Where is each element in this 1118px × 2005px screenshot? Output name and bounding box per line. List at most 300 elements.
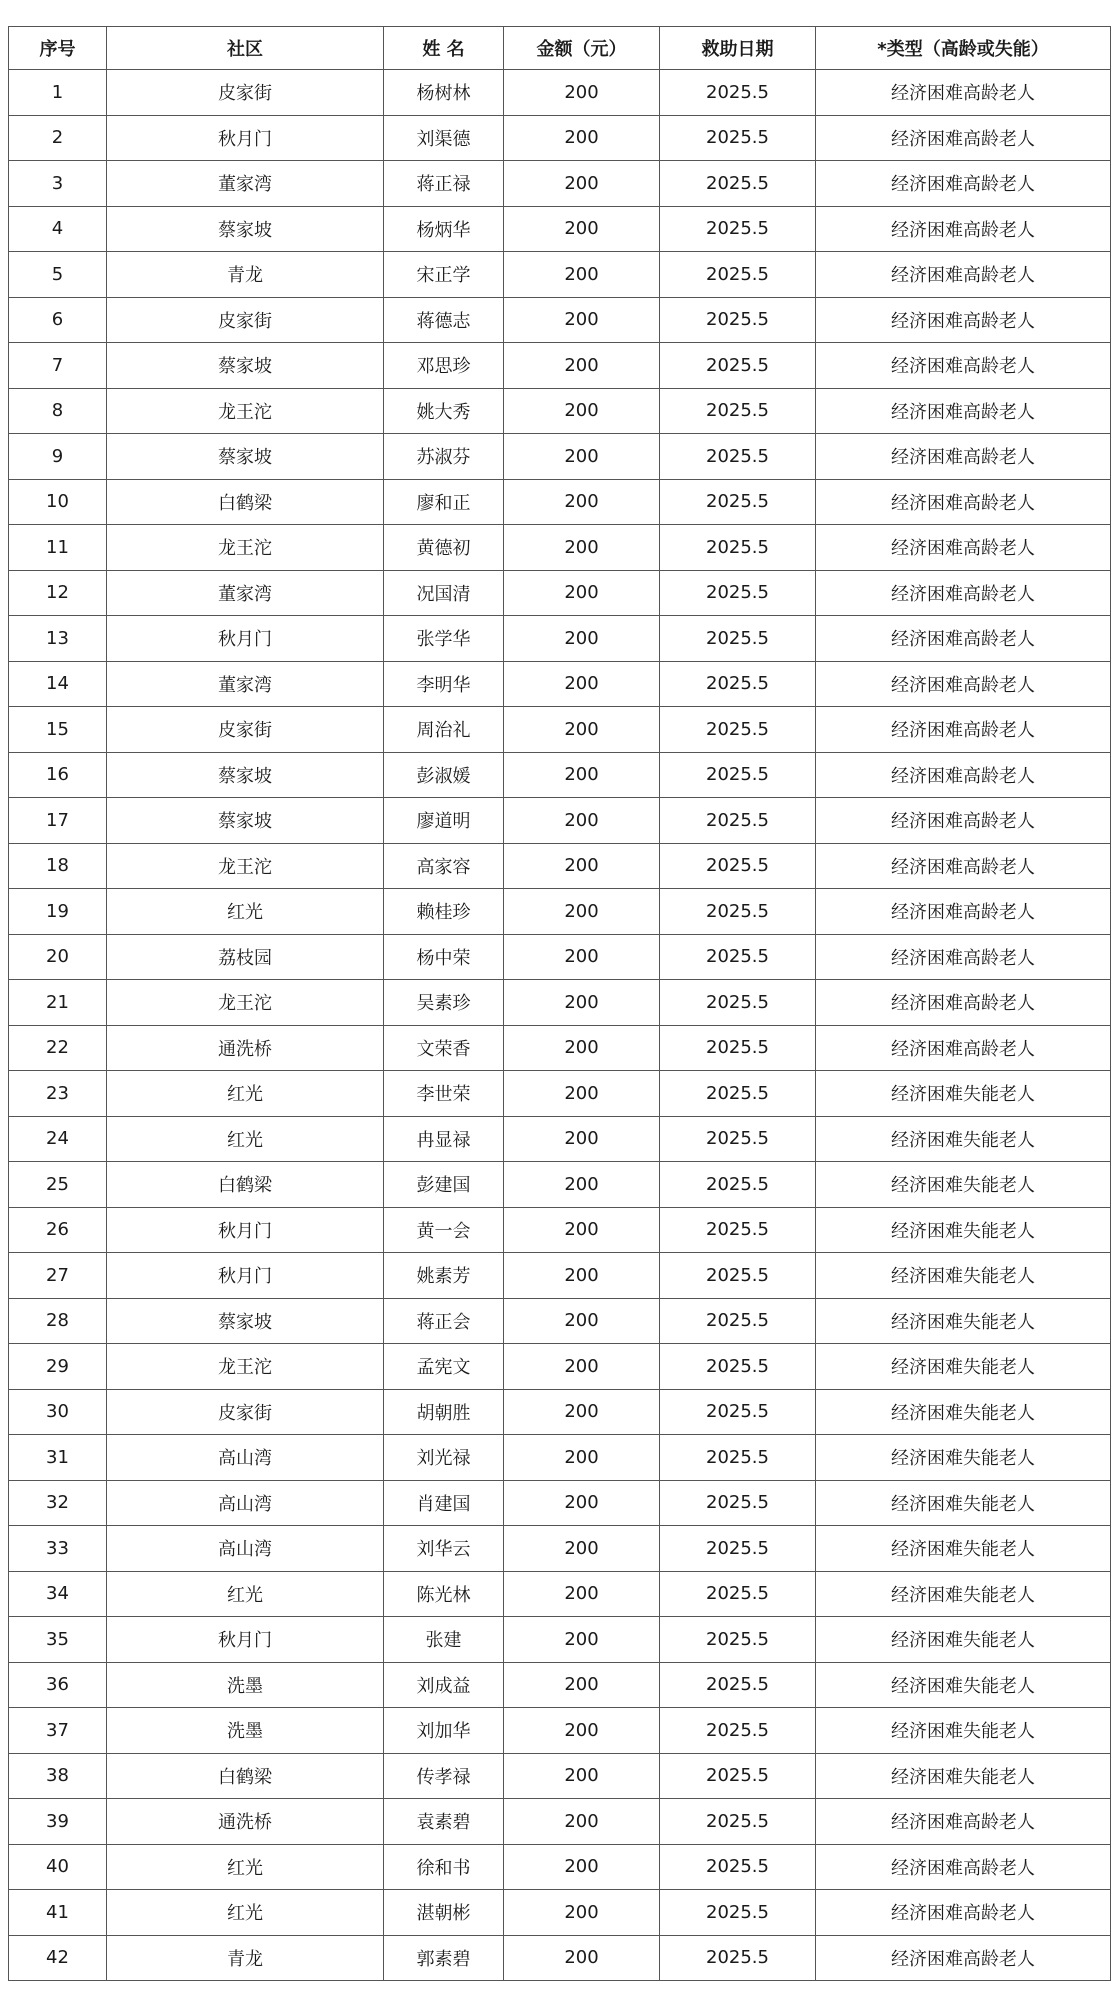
cell-serial-number: 27 [9,1253,107,1299]
cell-type: 经济困难失能老人 [816,1753,1111,1799]
cell-relief-date: 2025.5 [660,889,816,935]
cell-serial-number: 33 [9,1526,107,1572]
cell-community: 青龙 [107,1935,384,1981]
cell-name: 湛朝彬 [384,1890,504,1936]
cell-type: 经济困难失能老人 [816,1253,1111,1299]
cell-type: 经济困难高龄老人 [816,1799,1111,1845]
table-row [9,1435,1111,1481]
cell-name: 孟宪文 [384,1344,504,1390]
cell-amount: 200 [504,1617,660,1663]
cell-serial-number: 21 [9,980,107,1026]
table-row [9,1344,1111,1390]
cell-relief-date: 2025.5 [660,570,816,616]
cell-type: 经济困难失能老人 [816,1571,1111,1617]
cell-name: 蒋德志 [384,297,504,343]
table-row [9,798,1111,844]
cell-name: 周治礼 [384,707,504,753]
cell-name: 刘渠德 [384,115,504,161]
cell-relief-date: 2025.5 [660,161,816,207]
cell-relief-date: 2025.5 [660,434,816,480]
cell-community: 红光 [107,1844,384,1890]
cell-serial-number: 31 [9,1435,107,1481]
cell-serial-number: 41 [9,1890,107,1936]
table-row [9,1253,1111,1299]
cell-community: 通洗桥 [107,1025,384,1071]
table-row [9,1025,1111,1071]
cell-amount: 200 [504,1025,660,1071]
table-row [9,388,1111,434]
cell-name: 吴素珍 [384,980,504,1026]
cell-community: 青龙 [107,252,384,298]
cell-amount: 200 [504,1799,660,1845]
cell-name: 况国清 [384,570,504,616]
cell-name: 杨炳华 [384,206,504,252]
cell-name: 苏淑芬 [384,434,504,480]
header-type: *类型（高龄或失能） [816,27,1111,70]
cell-relief-date: 2025.5 [660,661,816,707]
cell-community: 秋月门 [107,1617,384,1663]
header-relief-date: 救助日期 [660,27,816,70]
cell-serial-number: 35 [9,1617,107,1663]
cell-name: 廖道明 [384,798,504,844]
cell-amount: 200 [504,434,660,480]
cell-serial-number: 12 [9,570,107,616]
table-row [9,1207,1111,1253]
cell-amount: 200 [504,1389,660,1435]
cell-community: 皮家街 [107,70,384,116]
cell-amount: 200 [504,1890,660,1936]
cell-name: 杨中荣 [384,934,504,980]
cell-serial-number: 8 [9,388,107,434]
cell-community: 龙王沱 [107,980,384,1026]
relief-table [8,26,1111,1981]
cell-relief-date: 2025.5 [660,1435,816,1481]
cell-type: 经济困难高龄老人 [816,1890,1111,1936]
cell-community: 白鹤梁 [107,479,384,525]
cell-community: 红光 [107,1571,384,1617]
cell-serial-number: 13 [9,616,107,662]
cell-community: 龙王沱 [107,388,384,434]
cell-amount: 200 [504,70,660,116]
cell-serial-number: 9 [9,434,107,480]
cell-name: 彭建国 [384,1162,504,1208]
cell-relief-date: 2025.5 [660,1344,816,1390]
table-row [9,1844,1111,1890]
cell-community: 蔡家坡 [107,1298,384,1344]
cell-relief-date: 2025.5 [660,206,816,252]
cell-type: 经济困难失能老人 [816,1207,1111,1253]
cell-community: 秋月门 [107,1253,384,1299]
cell-serial-number: 17 [9,798,107,844]
cell-serial-number: 11 [9,525,107,571]
cell-amount: 200 [504,1162,660,1208]
cell-type: 经济困难失能老人 [816,1708,1111,1754]
cell-type: 经济困难失能老人 [816,1071,1111,1117]
cell-serial-number: 38 [9,1753,107,1799]
cell-amount: 200 [504,1480,660,1526]
cell-serial-number: 36 [9,1662,107,1708]
cell-serial-number: 2 [9,115,107,161]
cell-type: 经济困难失能老人 [816,1617,1111,1663]
cell-community: 董家湾 [107,570,384,616]
cell-serial-number: 30 [9,1389,107,1435]
cell-community: 高山湾 [107,1480,384,1526]
cell-name: 肖建国 [384,1480,504,1526]
cell-relief-date: 2025.5 [660,798,816,844]
cell-amount: 200 [504,1753,660,1799]
table-row [9,1071,1111,1117]
table-row [9,1617,1111,1663]
table-row [9,115,1111,161]
header-community: 社区 [107,27,384,70]
cell-relief-date: 2025.5 [660,1753,816,1799]
cell-serial-number: 25 [9,1162,107,1208]
cell-name: 郭素碧 [384,1935,504,1981]
cell-relief-date: 2025.5 [660,980,816,1026]
cell-serial-number: 39 [9,1799,107,1845]
cell-name: 冉显禄 [384,1116,504,1162]
cell-type: 经济困难失能老人 [816,1480,1111,1526]
cell-community: 董家湾 [107,661,384,707]
cell-community: 红光 [107,1116,384,1162]
cell-amount: 200 [504,161,660,207]
cell-type: 经济困难高龄老人 [816,70,1111,116]
cell-relief-date: 2025.5 [660,343,816,389]
table-row [9,343,1111,389]
cell-type: 经济困难高龄老人 [816,1025,1111,1071]
cell-amount: 200 [504,616,660,662]
cell-relief-date: 2025.5 [660,1526,816,1572]
cell-relief-date: 2025.5 [660,70,816,116]
table-row [9,1116,1111,1162]
cell-community: 洗墨 [107,1662,384,1708]
cell-serial-number: 18 [9,843,107,889]
cell-community: 蔡家坡 [107,798,384,844]
cell-amount: 200 [504,1207,660,1253]
header-name: 姓 名 [384,27,504,70]
cell-relief-date: 2025.5 [660,1890,816,1936]
table-row [9,616,1111,662]
cell-name: 彭淑媛 [384,752,504,798]
cell-relief-date: 2025.5 [660,1207,816,1253]
cell-relief-date: 2025.5 [660,1025,816,1071]
cell-amount: 200 [504,479,660,525]
cell-type: 经济困难高龄老人 [816,707,1111,753]
cell-relief-date: 2025.5 [660,1617,816,1663]
cell-amount: 200 [504,1116,660,1162]
cell-serial-number: 24 [9,1116,107,1162]
cell-community: 红光 [107,1071,384,1117]
cell-community: 龙王沱 [107,843,384,889]
table-row [9,252,1111,298]
cell-type: 经济困难高龄老人 [816,1935,1111,1981]
cell-community: 蔡家坡 [107,343,384,389]
cell-community: 董家湾 [107,161,384,207]
header-row [9,27,1111,70]
cell-relief-date: 2025.5 [660,1571,816,1617]
cell-serial-number: 6 [9,297,107,343]
table-row [9,889,1111,935]
table-body [9,70,1111,1981]
cell-name: 张学华 [384,616,504,662]
cell-amount: 200 [504,752,660,798]
cell-relief-date: 2025.5 [660,479,816,525]
table-row [9,1162,1111,1208]
table-row [9,1753,1111,1799]
cell-type: 经济困难失能老人 [816,1116,1111,1162]
table-row [9,1480,1111,1526]
cell-type: 经济困难失能老人 [816,1389,1111,1435]
cell-relief-date: 2025.5 [660,252,816,298]
table-row [9,1708,1111,1754]
cell-amount: 200 [504,343,660,389]
table-row [9,707,1111,753]
cell-name: 蒋正会 [384,1298,504,1344]
cell-relief-date: 2025.5 [660,934,816,980]
cell-amount: 200 [504,707,660,753]
header-amount: 金额（元） [504,27,660,70]
table-row [9,1389,1111,1435]
cell-type: 经济困难失能老人 [816,1526,1111,1572]
cell-type: 经济困难高龄老人 [816,661,1111,707]
cell-amount: 200 [504,252,660,298]
table-row [9,1935,1111,1981]
cell-serial-number: 26 [9,1207,107,1253]
cell-amount: 200 [504,980,660,1026]
cell-type: 经济困难失能老人 [816,1344,1111,1390]
table-row [9,661,1111,707]
table-row [9,434,1111,480]
cell-type: 经济困难高龄老人 [816,525,1111,571]
cell-amount: 200 [504,297,660,343]
cell-name: 赖桂珍 [384,889,504,935]
cell-serial-number: 28 [9,1298,107,1344]
cell-serial-number: 40 [9,1844,107,1890]
cell-serial-number: 22 [9,1025,107,1071]
cell-relief-date: 2025.5 [660,1389,816,1435]
cell-amount: 200 [504,1844,660,1890]
cell-name: 李世荣 [384,1071,504,1117]
cell-serial-number: 23 [9,1071,107,1117]
cell-relief-date: 2025.5 [660,616,816,662]
cell-amount: 200 [504,1708,660,1754]
cell-name: 刘华云 [384,1526,504,1572]
cell-serial-number: 32 [9,1480,107,1526]
cell-relief-date: 2025.5 [660,1480,816,1526]
cell-community: 龙王沱 [107,1344,384,1390]
cell-community: 高山湾 [107,1435,384,1481]
cell-name: 袁素碧 [384,1799,504,1845]
table-row [9,934,1111,980]
cell-type: 经济困难失能老人 [816,1662,1111,1708]
cell-name: 刘加华 [384,1708,504,1754]
cell-relief-date: 2025.5 [660,1935,816,1981]
cell-serial-number: 3 [9,161,107,207]
cell-amount: 200 [504,206,660,252]
table-row [9,1526,1111,1572]
cell-name: 姚大秀 [384,388,504,434]
cell-name: 黄德初 [384,525,504,571]
cell-serial-number: 19 [9,889,107,935]
cell-type: 经济困难高龄老人 [816,479,1111,525]
cell-amount: 200 [504,1071,660,1117]
cell-name: 杨树林 [384,70,504,116]
cell-amount: 200 [504,934,660,980]
cell-amount: 200 [504,843,660,889]
cell-community: 皮家街 [107,1389,384,1435]
cell-type: 经济困难高龄老人 [816,1844,1111,1890]
cell-serial-number: 29 [9,1344,107,1390]
cell-amount: 200 [504,1662,660,1708]
cell-relief-date: 2025.5 [660,1116,816,1162]
cell-community: 皮家街 [107,297,384,343]
cell-serial-number: 5 [9,252,107,298]
cell-name: 李明华 [384,661,504,707]
table-row [9,1799,1111,1845]
cell-type: 经济困难高龄老人 [816,343,1111,389]
cell-type: 经济困难高龄老人 [816,434,1111,480]
cell-community: 蔡家坡 [107,752,384,798]
cell-name: 蒋正禄 [384,161,504,207]
cell-serial-number: 4 [9,206,107,252]
cell-relief-date: 2025.5 [660,1799,816,1845]
cell-amount: 200 [504,1344,660,1390]
table-row [9,980,1111,1026]
cell-amount: 200 [504,115,660,161]
table-row [9,1890,1111,1936]
cell-serial-number: 16 [9,752,107,798]
table-row [9,1571,1111,1617]
cell-name: 徐和书 [384,1844,504,1890]
cell-serial-number: 37 [9,1708,107,1754]
cell-community: 红光 [107,1890,384,1936]
table-row [9,525,1111,571]
cell-serial-number: 34 [9,1571,107,1617]
cell-type: 经济困难高龄老人 [816,570,1111,616]
cell-serial-number: 10 [9,479,107,525]
table-row [9,1662,1111,1708]
table-row [9,843,1111,889]
cell-amount: 200 [504,570,660,616]
cell-relief-date: 2025.5 [660,1071,816,1117]
table-row [9,1298,1111,1344]
cell-community: 蔡家坡 [107,434,384,480]
cell-type: 经济困难高龄老人 [816,980,1111,1026]
cell-serial-number: 42 [9,1935,107,1981]
cell-name: 高家容 [384,843,504,889]
cell-amount: 200 [504,1935,660,1981]
cell-relief-date: 2025.5 [660,1162,816,1208]
table-row [9,570,1111,616]
cell-name: 宋正学 [384,252,504,298]
cell-type: 经济困难高龄老人 [816,161,1111,207]
cell-amount: 200 [504,1571,660,1617]
cell-name: 姚素芳 [384,1253,504,1299]
cell-relief-date: 2025.5 [660,525,816,571]
cell-relief-date: 2025.5 [660,843,816,889]
table-row [9,161,1111,207]
cell-name: 张建 [384,1617,504,1663]
cell-type: 经济困难高龄老人 [816,889,1111,935]
cell-amount: 200 [504,1435,660,1481]
cell-name: 胡朝胜 [384,1389,504,1435]
cell-type: 经济困难高龄老人 [816,252,1111,298]
cell-amount: 200 [504,1526,660,1572]
table-row [9,297,1111,343]
cell-community: 红光 [107,889,384,935]
cell-relief-date: 2025.5 [660,388,816,434]
cell-name: 刘成益 [384,1662,504,1708]
cell-type: 经济困难失能老人 [816,1435,1111,1481]
table-header [9,27,1111,70]
cell-amount: 200 [504,525,660,571]
cell-type: 经济困难失能老人 [816,1162,1111,1208]
cell-type: 经济困难高龄老人 [816,616,1111,662]
cell-type: 经济困难失能老人 [816,1298,1111,1344]
header-serial-number: 序号 [9,27,107,70]
cell-name: 黄一会 [384,1207,504,1253]
cell-type: 经济困难高龄老人 [816,297,1111,343]
cell-type: 经济困难高龄老人 [816,752,1111,798]
cell-type: 经济困难高龄老人 [816,115,1111,161]
cell-type: 经济困难高龄老人 [816,843,1111,889]
cell-relief-date: 2025.5 [660,297,816,343]
cell-type: 经济困难高龄老人 [816,206,1111,252]
cell-community: 龙王沱 [107,525,384,571]
cell-amount: 200 [504,798,660,844]
cell-community: 高山湾 [107,1526,384,1572]
cell-type: 经济困难高龄老人 [816,388,1111,434]
cell-relief-date: 2025.5 [660,1253,816,1299]
cell-community: 荔枝园 [107,934,384,980]
cell-relief-date: 2025.5 [660,1844,816,1890]
cell-community: 秋月门 [107,115,384,161]
cell-relief-date: 2025.5 [660,1298,816,1344]
cell-type: 经济困难高龄老人 [816,934,1111,980]
cell-relief-date: 2025.5 [660,707,816,753]
cell-serial-number: 15 [9,707,107,753]
table-row [9,70,1111,116]
cell-relief-date: 2025.5 [660,115,816,161]
cell-community: 通洗桥 [107,1799,384,1845]
cell-amount: 200 [504,889,660,935]
cell-type: 经济困难高龄老人 [816,798,1111,844]
cell-name: 传孝禄 [384,1753,504,1799]
cell-relief-date: 2025.5 [660,1662,816,1708]
cell-community: 皮家街 [107,707,384,753]
cell-amount: 200 [504,1298,660,1344]
cell-amount: 200 [504,661,660,707]
cell-name: 刘光禄 [384,1435,504,1481]
table-row [9,752,1111,798]
cell-serial-number: 14 [9,661,107,707]
cell-serial-number: 7 [9,343,107,389]
cell-serial-number: 1 [9,70,107,116]
cell-name: 陈光林 [384,1571,504,1617]
table-row [9,206,1111,252]
cell-amount: 200 [504,388,660,434]
cell-community: 白鹤梁 [107,1753,384,1799]
cell-serial-number: 20 [9,934,107,980]
cell-name: 文荣香 [384,1025,504,1071]
cell-name: 廖和正 [384,479,504,525]
cell-community: 蔡家坡 [107,206,384,252]
cell-amount: 200 [504,1253,660,1299]
table-row [9,479,1111,525]
cell-relief-date: 2025.5 [660,1708,816,1754]
cell-community: 秋月门 [107,1207,384,1253]
cell-community: 白鹤梁 [107,1162,384,1208]
